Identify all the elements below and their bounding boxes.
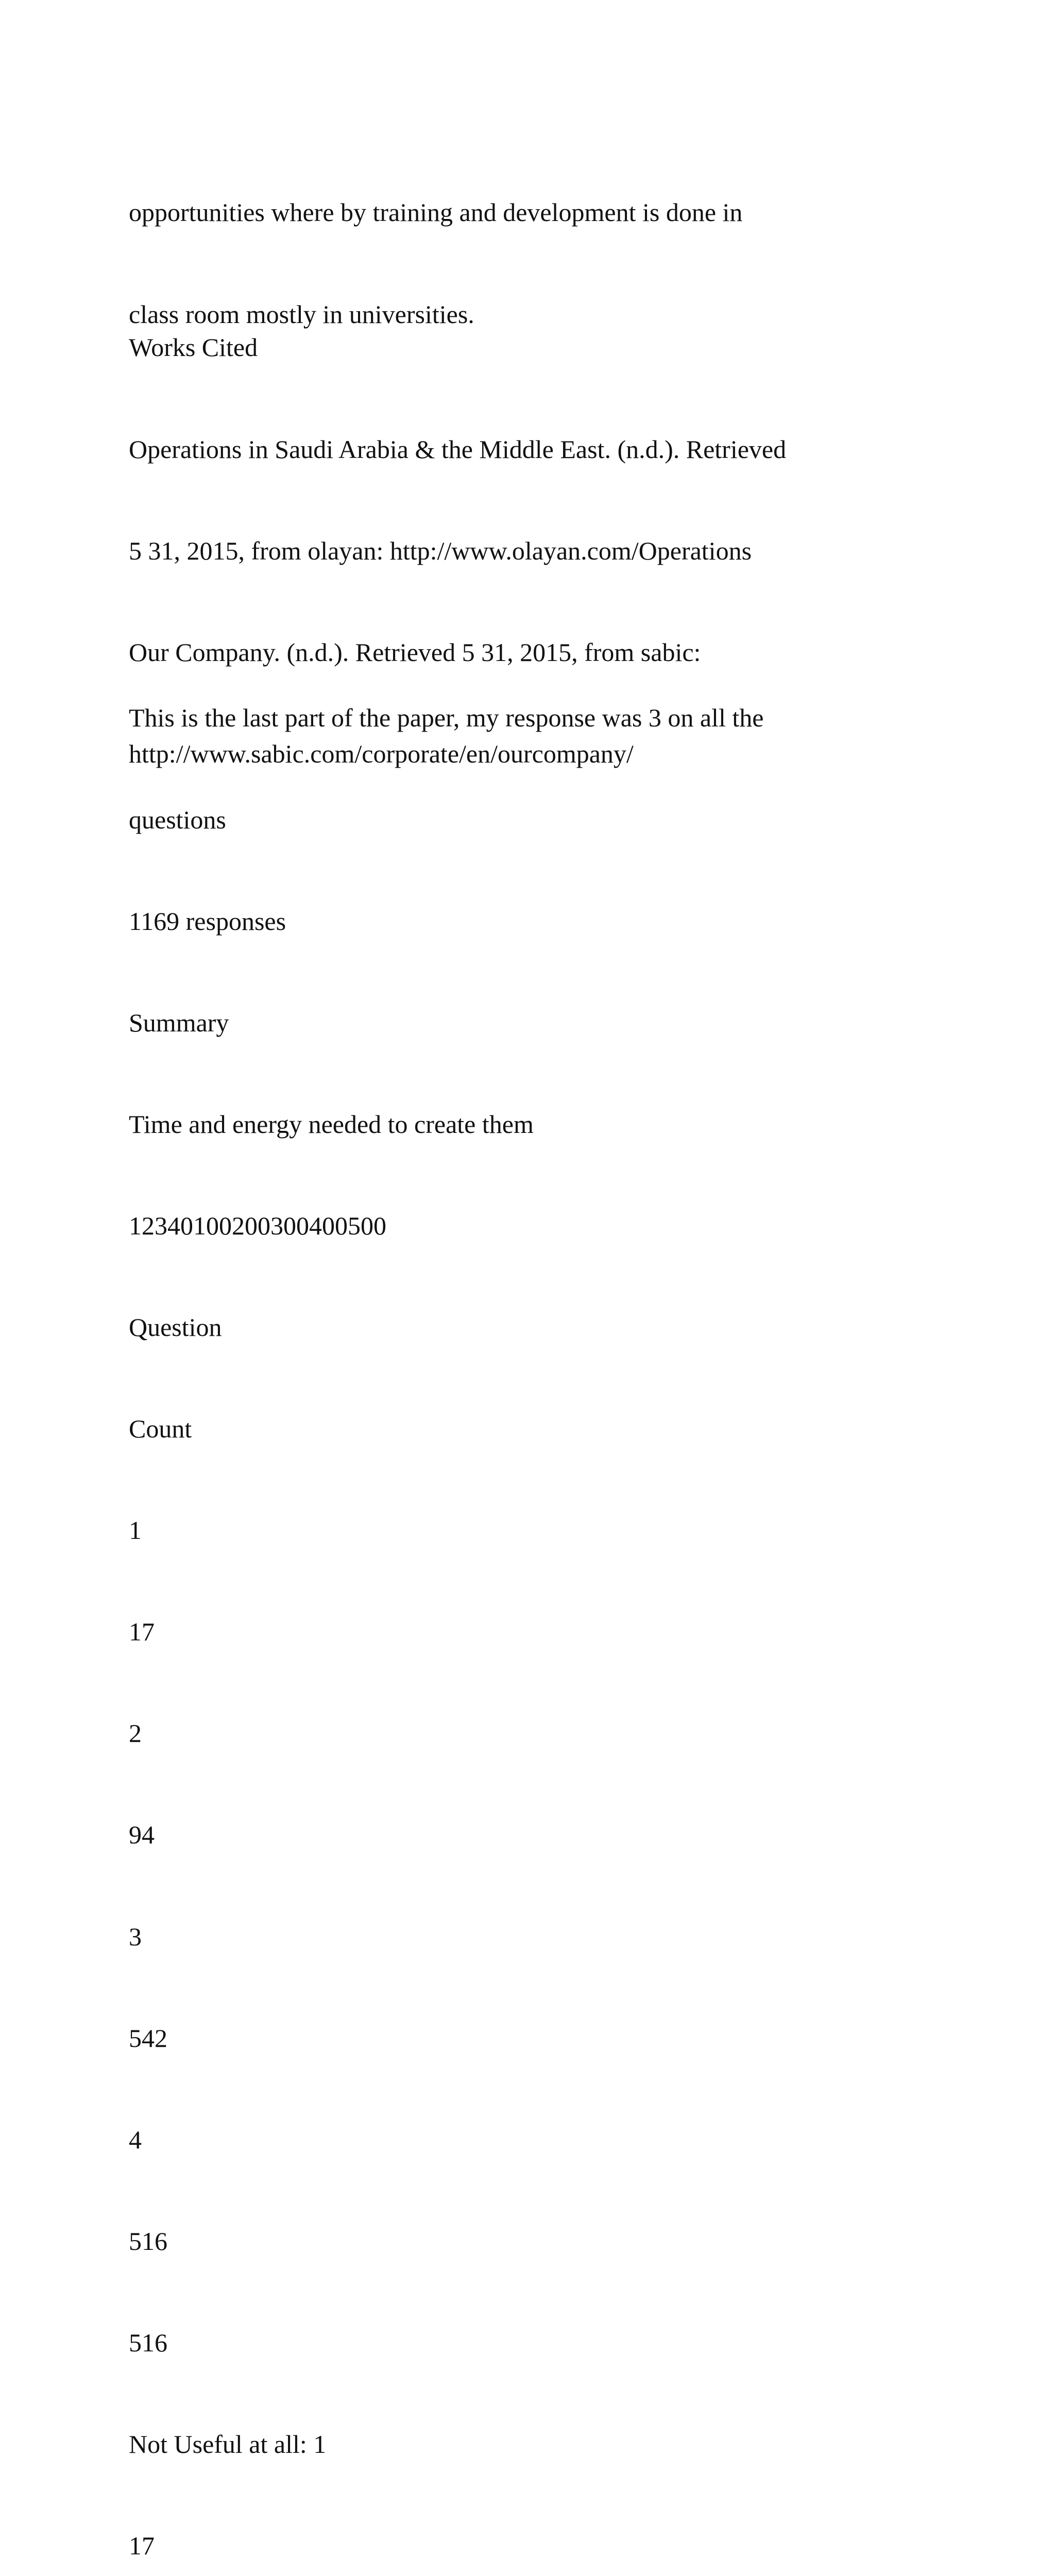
summary-line: Time and energy needed to create them [129, 1109, 534, 1139]
summary-line: 1 [129, 1516, 142, 1545]
survey-summary-section [129, 634, 763, 2576]
works-cited-heading: Works Cited [129, 333, 258, 362]
summary-line: 94 [129, 1820, 155, 1850]
summary-line: This is the last part of the paper, my response was 3 on all the [129, 703, 764, 733]
citation-line: http://www.sabic.com/corporate/en/ourcompany/ [129, 739, 634, 768]
intro-line: opportunities where by training and development is done in [129, 198, 743, 227]
summary-line: Not Useful at all: 1 [129, 2430, 327, 2459]
citation-line: Operations in Saudi Arabia & the Middle East. (n.d.). Retrieved [129, 434, 787, 464]
summary-line: 516 [129, 2328, 167, 2357]
summary-line: 542 [129, 2023, 167, 2053]
summary-line: Count [129, 1414, 192, 1444]
summary-line: 1169 responses [129, 906, 286, 936]
summary-line: 17 [129, 1617, 155, 1647]
summary-line: 3 [129, 1922, 142, 1951]
intro-line: class room mostly in universities. [129, 299, 474, 329]
summary-line: 4 [129, 2125, 142, 2154]
summary-line: 12340100200300400500 [129, 1211, 386, 1240]
summary-line: Summary [129, 1008, 229, 1037]
summary-line: 2 [129, 1719, 142, 1748]
summary-line: 17 [129, 2531, 155, 2561]
citation-line: Our Company. (n.d.). Retrieved 5 31, 2015, from sabic: [129, 637, 701, 667]
summary-line: Question [129, 1312, 222, 1342]
summary-line: questions [129, 805, 226, 834]
citation-line: 5 31, 2015, from olayan: http://www.olayan.com/Operations [129, 536, 752, 565]
summary-line: 516 [129, 2226, 167, 2256]
